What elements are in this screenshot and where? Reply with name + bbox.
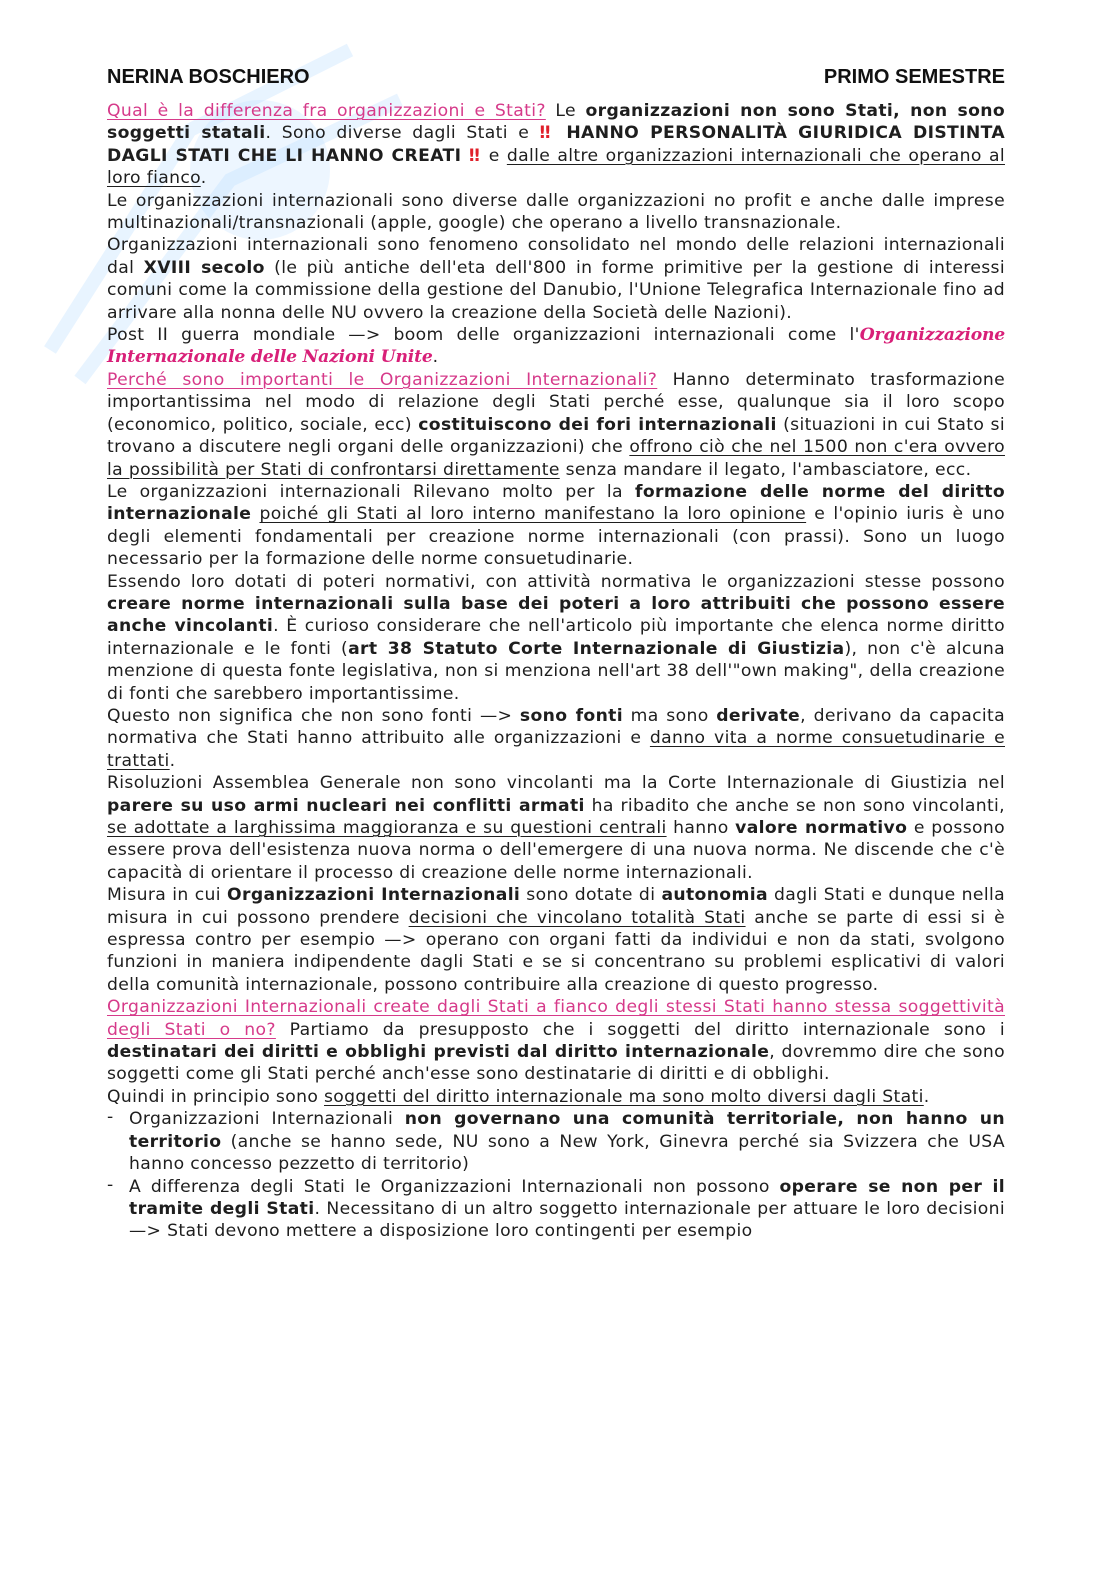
paragraph-1: Qual è la differenza fra organizzazioni e Stati? Le organizzazioni non sono Stati, non sono soggetti statali. Sono diverse dagli Stati e ‼ HANNO PERSONALITÀ GIURIDICA DISTINTA DAGLI STATI CHE LI HANNO CREATI ‼ e dalle altre organizzazioni internazionali che operano al loro fianco. — [107, 101, 1005, 189]
paragraph-8: Questo non significa che non sono fonti —> sono fonti ma sono derivate, derivano da capacita normativa che Stati hanno attribuito alle organizzazioni e danno vita a norme consuetudinarie e trattati. — [107, 705, 1006, 771]
double-exclamation-icon: ‼ — [539, 123, 556, 144]
paragraph-12: Quindi in principio sono soggetti del diritto internazionale ma sono molto diversi dagli Stati. — [107, 1086, 930, 1107]
semester-label: PRIMO SEMESTRE — [823, 66, 1005, 88]
paragraph-3: Organizzazioni internazionali sono fenomeno consolidato nel mondo delle relazioni internazionali dal XVIII secolo (le più antiche dell'eta dell'800 in forme primitive per la gestione di interessi comuni come la commissione della gestione del Danubio, l'Unione Telegrafica Internazionale fino ad arrivare alla nonna delle NU ovvero la creazione della Società delle Nazioni). — [107, 235, 1005, 323]
list-item: - A differenza degli Stati le Organizzazioni Internazionali non possono operare se non per il tramite degli Stati. Necessitano di un altro soggetto internazionale per attuare le loro decisioni —> Stati devono mettere a disposizione loro contingenti per esempio — [107, 1176, 1005, 1243]
paragraph-2: Le organizzazioni internazionali sono diverse dalle organizzazioni no profit e anche dalle imprese multinazionali/transnazionali (apple, google) che operano a livello transnazionale. — [107, 190, 1005, 234]
paragraph-11: Organizzazioni Internazionali create dagli Stati a fianco degli stessi Stati hanno stessa soggettività degli Stati o no? Partiamo da presupposto che i soggetti del diritto internazionale sono i destinatari dei diritti e obblighi previsti dal diritto internazionale, dovremmo dire che sono soggetti come gli Stati perché anch'esse sono destinatarie di diritti e di obblighi. — [107, 997, 1006, 1085]
document-page — [107, 66, 1005, 1243]
paragraph-4: Post II guerra mondiale —> boom delle organizzazioni internazionali come l'Organizzazione Internazionale delle Nazioni Unite. — [107, 325, 1005, 368]
paragraph-10: Misura in cui Organizzazioni Internazionali sono dotate di autonomia dagli Stati e dunque nella misura in cui possono prendere decisioni che vincolano totalità Stati anche se parte di essi si è espressa contro per esempio —> operano con organi fatti da individui e non da stati, svolgono funzioni in maniera indipendente dagli Stati e se si concentrano su problemi esplicativi di valori della comunità internazionale, possono contribuire alla creazione di questo progresso. — [107, 885, 1005, 995]
paragraph-9: Risoluzioni Assemblea Generale non sono vincolanti ma la Corte Internazionale di Giustizia nel parere su uso armi nucleari nei conflitti armati ha ribadito che anche se non sono vincolanti, se adottate a larghissima maggioranza e su questioni centrali hanno valore normativo e possono essere prova dell'esistenza nuova norma o dell'emergere di una nuova norma. Ne discende che c'è capacità di orientare il processo di creazione delle norme internazionali. — [107, 773, 1006, 883]
paragraph-5: Perché sono importanti le Organizzazioni Internazionali? Hanno determinato trasformazione importantissima nel modo di relazione degli Stati perché esse, qualunque sia il loro scopo (economico, politico, sociale, ecc) costituiscono dei fori internazionali (situazioni in cui Stato si trovano a discutere negli organi delle organizzazioni) che offrono ciò che nel 1500 non c'era ovvero la possibilità per Stati di confrontarsi direttamente senza mandare il legato, l'ambasciatore, ecc. — [107, 369, 1005, 480]
question-heading: Qual è la differenza fra organizzazioni e Stati? — [107, 101, 546, 121]
question-heading: Organizzazioni Internazionali create dagli Stati a fianco degli stessi Stati hanno stessa soggettività degli Stati o no? — [107, 997, 1005, 1040]
author-name: NERINA BOSCHIERO — [107, 66, 310, 88]
double-exclamation-icon: ‼ — [469, 145, 482, 166]
paragraph-7: Essendo loro dotati di poteri normativi, con attività normativa le organizzazioni stesse possono creare norme internazionali sulla base dei poteri a loro attribuiti che possono essere anche vincolanti. È curioso considerare che nell'articolo più importante che elenca norme diritto internazionale e le fonti (art 38 Statuto Corte Internazionale di Giustizia), non c'è alcuna menzione di questa fonte legislativa, non si menziona nell'art 38 dell'"own making", della creazione di fonti che sarebbero importantissime. — [107, 571, 1006, 704]
paragraph-6: Le organizzazioni internazionali Rilevano molto per la formazione delle norme del diritto internazionale poiché gli Stati al loro interno manifestano la loro opinione e l'opinio iuris è uno degli elementi fondamentali per creazione norme internazionali (con prassi). Sono un luogo necessario per la formazione delle norme consuetudinarie. — [107, 481, 1006, 570]
question-heading: Perché sono importanti le Organizzazioni Internazionali? — [107, 369, 658, 390]
list-item: - Organizzazioni Internazionali non governano una comunità territoriale, non hanno un territorio (anche se hanno sede, NU sono a New York, Ginevra perché sia Svizzera che USA hanno concesso pezzetto di territorio) — [107, 1108, 1005, 1175]
un-organization-title: Organizzazione Internazionale delle Nazioni Unite — [107, 325, 1005, 368]
bullet-list — [107, 1108, 1005, 1242]
page-header — [107, 66, 1005, 94]
